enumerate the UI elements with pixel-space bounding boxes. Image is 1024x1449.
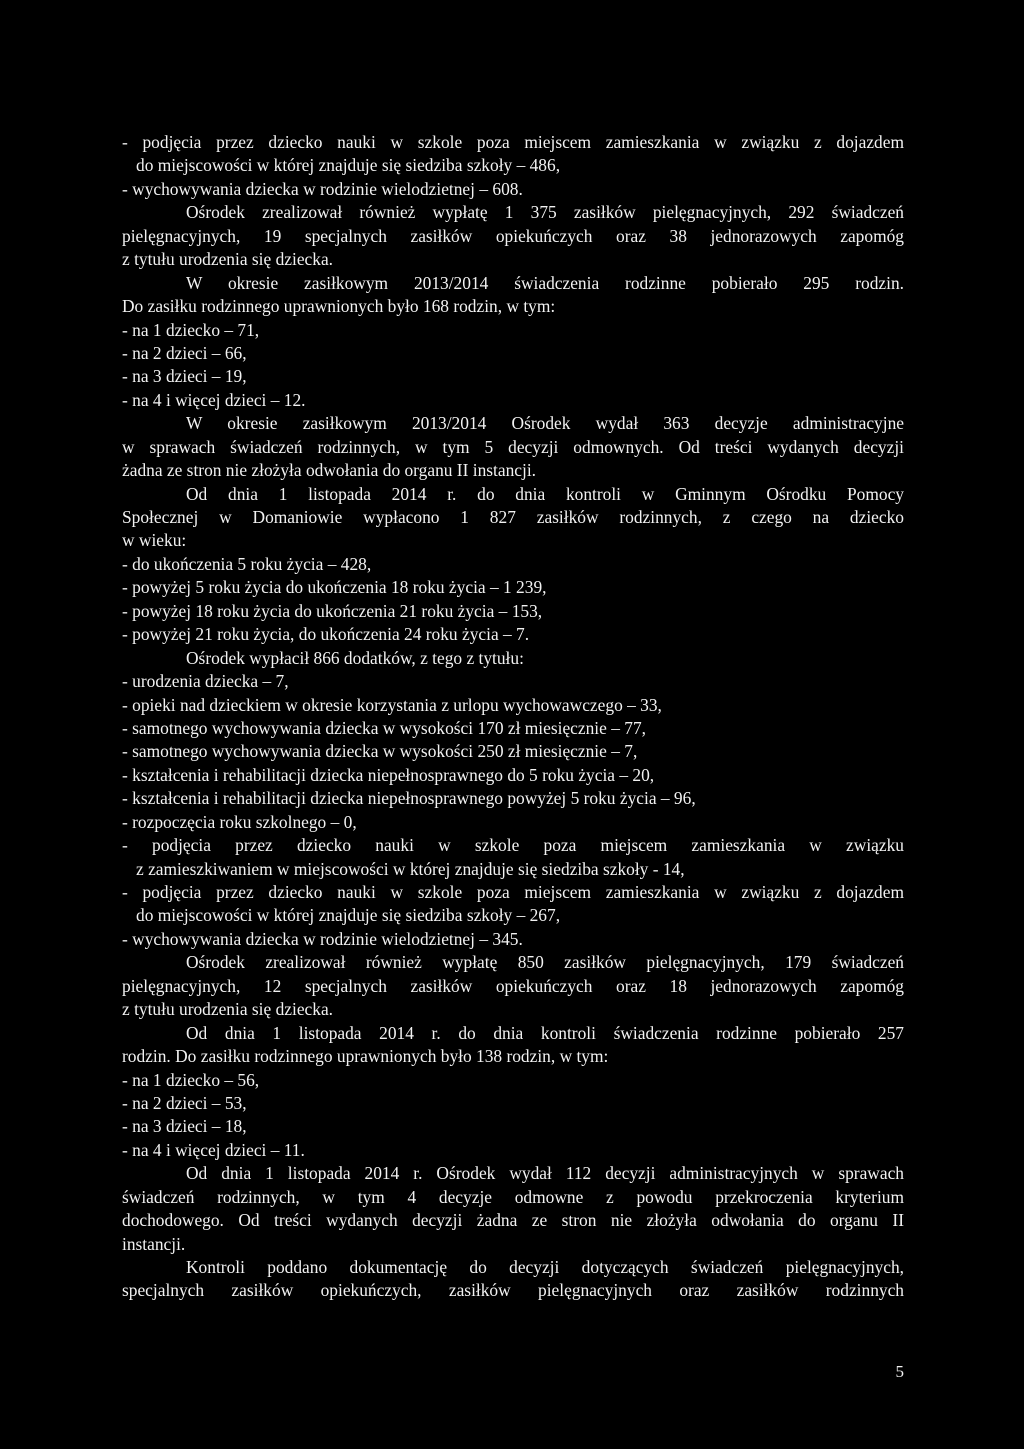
text-line: - na 4 i więcej dzieci – 12. [122,389,306,410]
text-line: W okresie zasiłkowym 2013/2014 Ośrodek wydał 363 decyzje administracyjne [186,413,904,434]
text-line: specjalnych zasiłków opiekuńczych, zasiłków pielęgnacyjnych oraz zasiłków rodzinnych [122,1280,904,1301]
text-line: - wychowywania dziecka w rodzinie wielodzietnej – 345. [122,928,523,949]
text-line: instancji. [122,1233,186,1254]
text-line: - podjęcia przez dziecko nauki w szkole poza miejscem zamieszkania w związku [122,835,904,856]
text-line: - kształcenia i rehabilitacji dziecka niepełnosprawnego powyżej 5 roku życia – 96, [122,788,696,809]
text-line: Od dnia 1 listopada 2014 r. Ośrodek wydał 112 decyzji administracyjnych w sprawach [186,1163,904,1184]
text-line: W okresie zasiłkowym 2013/2014 świadczenia rodzinne pobierało 295 rodzin. [186,272,904,293]
body-text [122,131,904,1303]
text-line: pielęgnacyjnych, 12 specjalnych zasiłków opiekuńczych oraz 18 jednorazowych zapomóg [122,975,904,996]
text-line: - samotnego wychowywania dziecka w wysokości 170 zł miesięcznie – 77, [122,717,646,738]
text-line: z zamieszkiwaniem w miejscowości w której znajduje się siedziba szkoły - 14, [136,858,685,879]
text-line: - podjęcia przez dziecko nauki w szkole poza miejscem zamieszkania w związku z dojazdem [122,132,904,152]
text-line: - rozpoczęcia roku szkolnego – 0, [122,811,357,832]
text-line: - kształcenia i rehabilitacji dziecka niepełnosprawnego do 5 roku życia – 20, [122,764,655,785]
text-line: - powyżej 18 roku życia do ukończenia 21 roku życia – 153, [122,600,543,621]
text-line: - powyżej 5 roku życia do ukończenia 18 roku życia – 1 239, [122,577,547,598]
text-line: - do ukończenia 5 roku życia – 428, [122,553,372,574]
text-line: - na 1 dziecko – 56, [122,1069,260,1090]
text-line: żadna ze stron nie złożyła odwołania do organu II instancji. [122,460,537,481]
text-line: - podjęcia przez dziecko nauki w szkole poza miejscem zamieszkania w związku z dojazdem [122,882,904,902]
text-line: Społecznej w Domaniowie wypłacono 1 827 zasiłków rodzinnych, z czego na dziecko [122,507,904,527]
text-line: - opieki nad dzieckiem w okresie korzystania z urlopu wychowawczego – 33, [122,694,662,715]
page-number: 5 [895,1362,904,1381]
text-line: dochodowego. Od treści wydanych decyzji żadna ze stron nie złożyła odwołania do organu II [122,1210,904,1231]
text-line: - samotnego wychowywania dziecka w wysokości 250 zł miesięcznie – 7, [122,741,638,762]
text-line: Od dnia 1 listopada 2014 r. do dnia kontroli świadczenia rodzinne pobierało 257 [186,1022,904,1043]
text-line: Do zasiłku rodzinnego uprawnionych było 168 rodzin, w tym: [122,296,556,317]
text-line: - na 3 dzieci – 19, [122,366,247,387]
text-line: pielęgnacyjnych, 19 specjalnych zasiłków opiekuńczych oraz 38 jednorazowych zapomóg [122,225,904,246]
text-line: w wieku: [122,530,187,551]
text-line: - na 2 dzieci – 66, [122,342,247,363]
text-line: - na 2 dzieci – 53, [122,1092,247,1113]
text-line: do miejscowości w której znajduje się siedziba szkoły – 486, [136,155,561,176]
text-line: - na 3 dzieci – 18, [122,1116,247,1137]
text-line: z tytułu urodzenia się dziecka. [122,999,334,1020]
text-line: Ośrodek zrealizował również wypłatę 850 zasiłków pielęgnacyjnych, 179 świadczeń [186,952,904,973]
text-line: Kontroli poddano dokumentację do decyzji dotyczących świadczeń pielęgnacyjnych, [186,1257,904,1277]
text-line: Ośrodek zrealizował również wypłatę 1 375 zasiłków pielęgnacyjnych, 292 świadczeń [186,202,904,223]
text-line: do miejscowości w której znajduje się siedziba szkoły – 267, [136,905,561,926]
text-line: Od dnia 1 listopada 2014 r. do dnia kontroli w Gminnym Ośrodku Pomocy [186,483,904,504]
text-line: z tytułu urodzenia się dziecka. [122,249,334,270]
text-line: rodzin. Do zasiłku rodzinnego uprawnionych było 138 rodzin, w tym: [122,1046,609,1067]
text-line: - na 4 i więcej dzieci – 11. [122,1139,305,1160]
text-line: Ośrodek wypłacił 866 dodatków, z tego z tytułu: [186,647,524,668]
text-line: - wychowywania dziecka w rodzinie wielodzietnej – 608. [122,178,523,199]
text-line: - na 1 dziecko – 71, [122,319,260,340]
text-line: - powyżej 21 roku życia, do ukończenia 24 roku życia – 7. [122,624,530,645]
text-line: - urodzenia dziecka – 7, [122,671,289,692]
text-line: świadczeń rodzinnych, w tym 4 decyzje odmowne z powodu przekroczenia kryterium [122,1186,904,1207]
text-line: w sprawach świadczeń rodzinnych, w tym 5 decyzji odmownych. Od treści wydanych decyzji [122,436,904,457]
